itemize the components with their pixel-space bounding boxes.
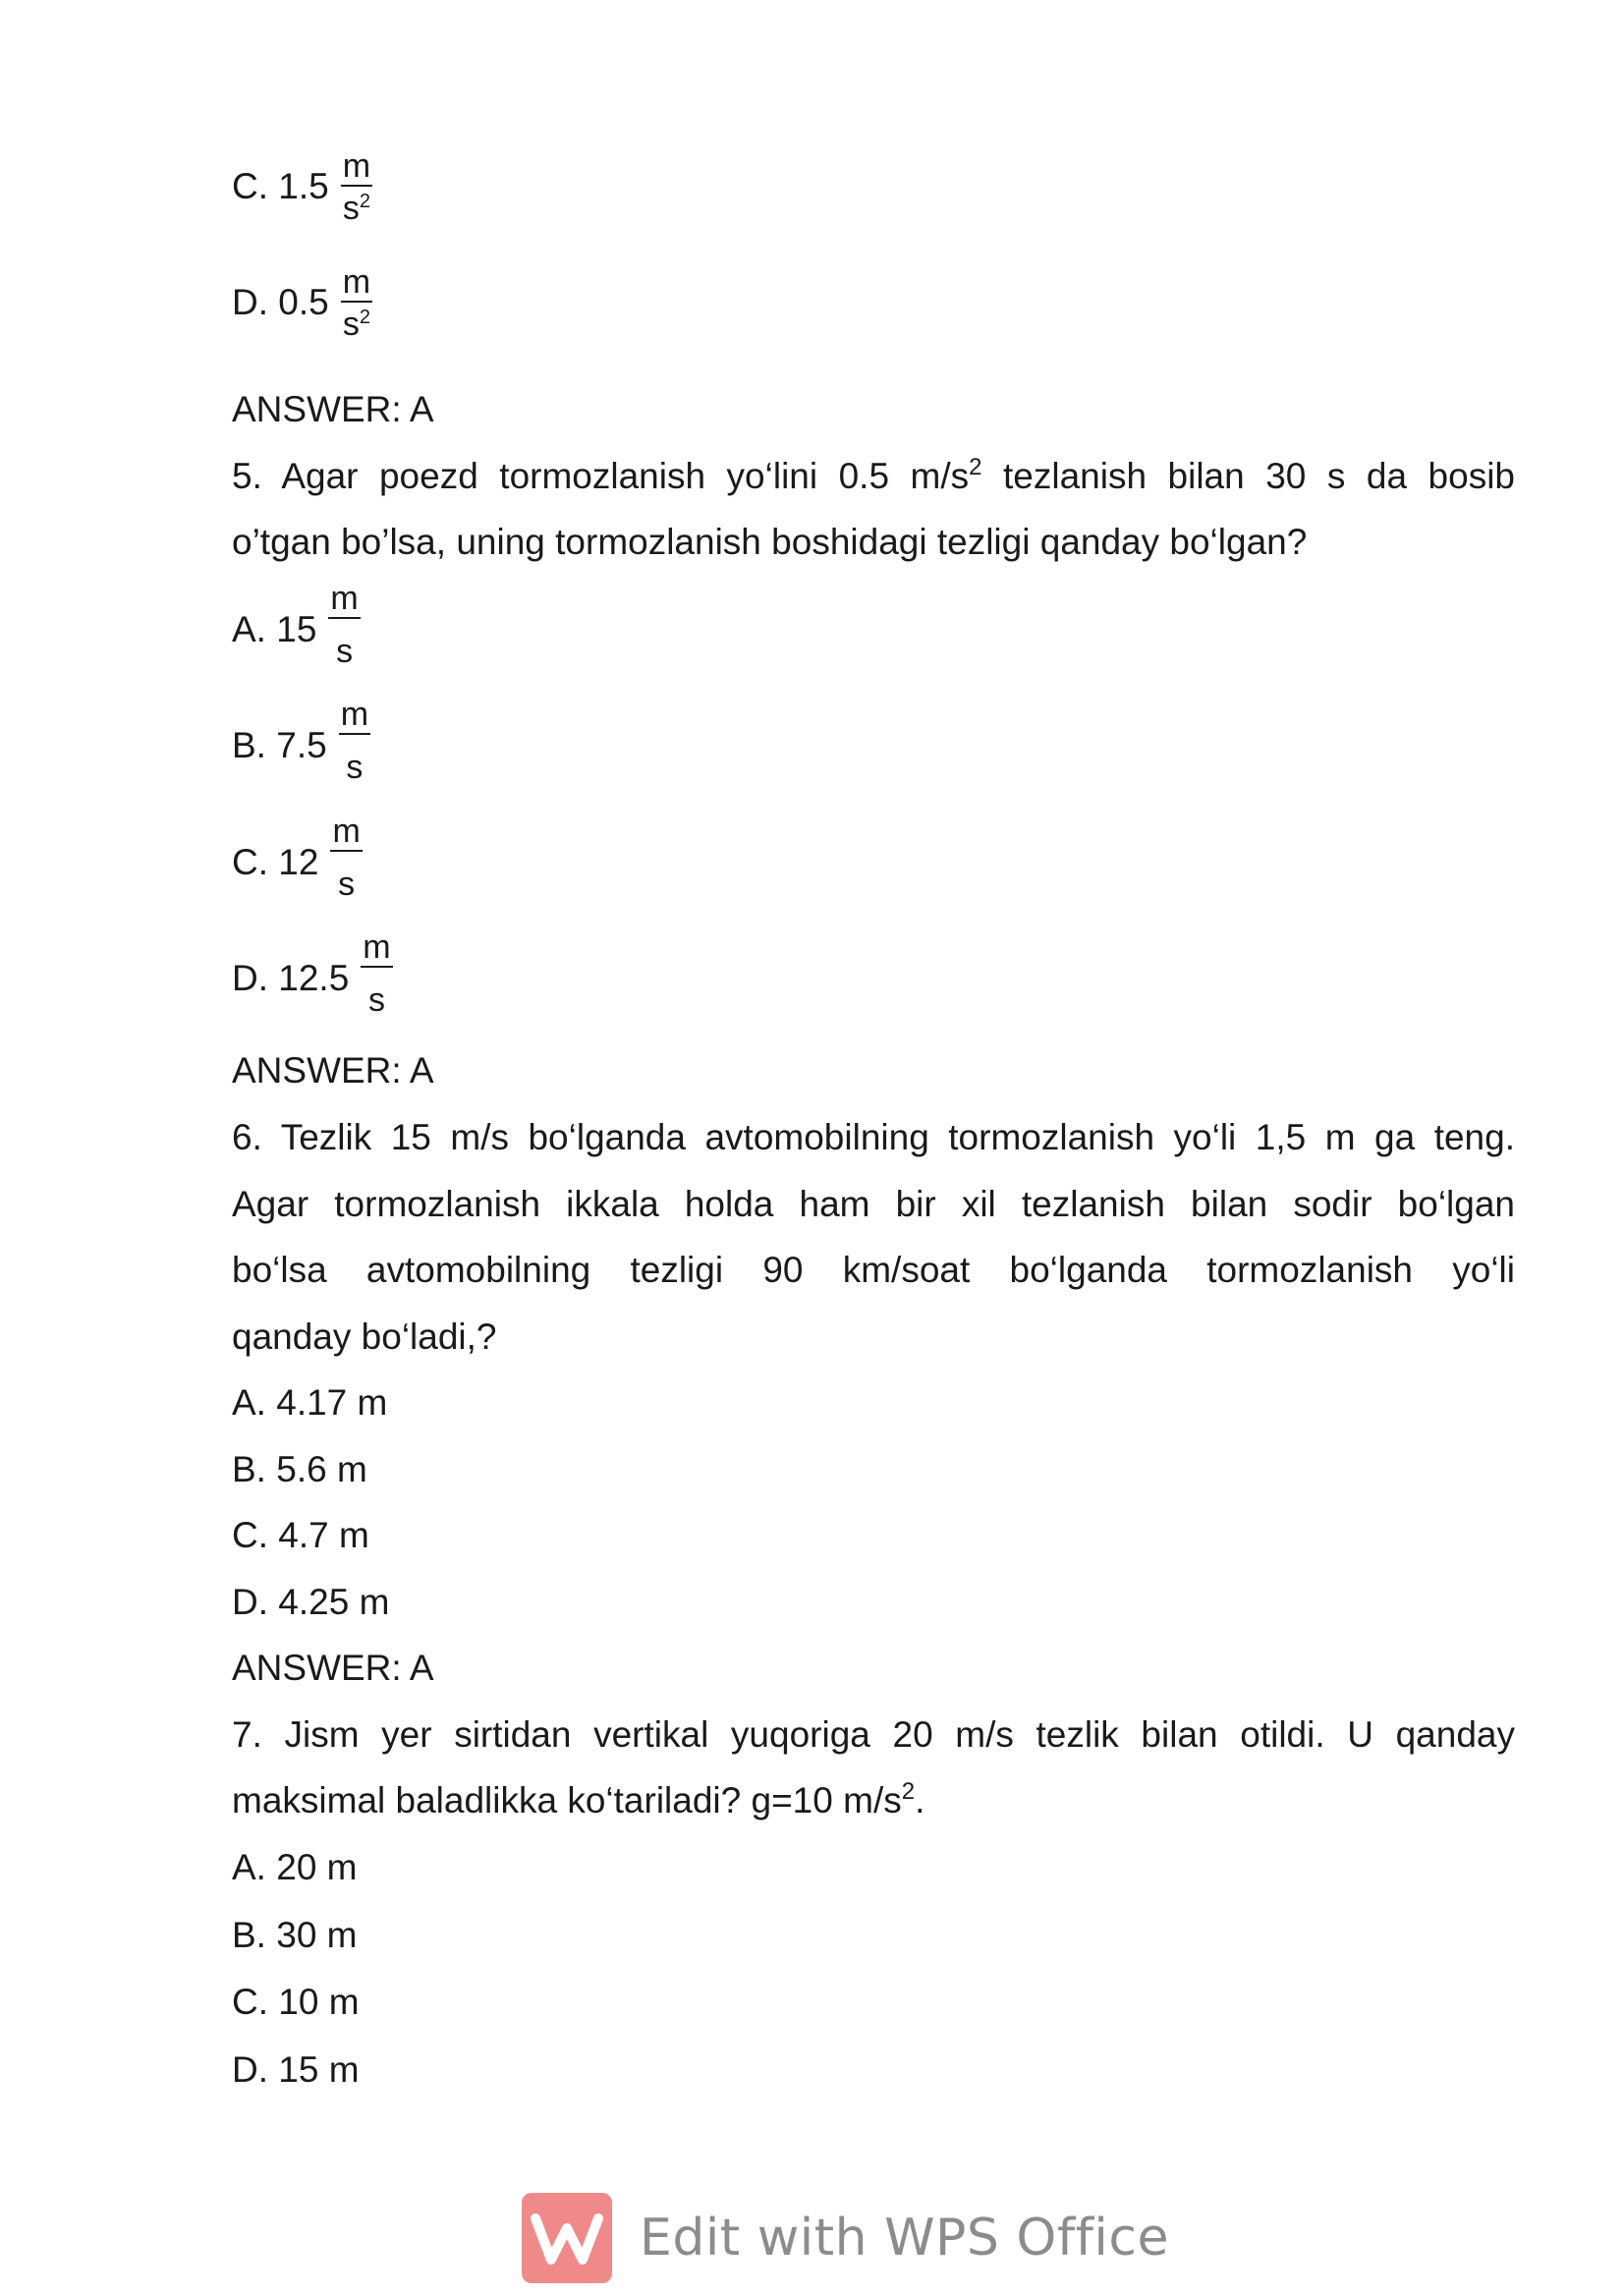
answer-q5: ANSWER: A — [232, 1050, 434, 1091]
fraction: $\frac{m}{s^2}$ — [342, 147, 371, 227]
watermark-text: Edit with WPS Office — [640, 2209, 1169, 2268]
question-5-line-2: o’tgan bo’lsa, uning tormozlanish boshidagi tezligi qanday bo‘lgan? — [232, 522, 1308, 562]
wps-logo-icon — [522, 2193, 612, 2283]
answer-prev: ANSWER: A — [232, 389, 434, 429]
question-6-option-a: A. 4.17 m — [232, 1382, 388, 1423]
question-7-option-c: C. 10 m — [232, 1982, 360, 2022]
question-6-line-1: 6. Tezlik 15 m/s bo‘lganda avtomobilning tormozlanish yo‘li 1,5 m ga teng. — [232, 1117, 1515, 1157]
question-7-option-a: A. 20 m — [232, 1847, 358, 1887]
fraction: $\frac{m}{s}$ — [330, 580, 359, 670]
question-5-option-b: B. 7.5 $\frac{m}{s}$ — [232, 696, 370, 800]
question-7-line-1: 7. Jism yer sirtidan vertikal yuqoriga 20 m/s tezlik bilan otildi. U qanday — [232, 1714, 1515, 1755]
question-6-line-2: Agar tormozlanish ikkala holda ham bir xil tezlanish bilan sodir bo‘lgan — [232, 1184, 1515, 1224]
question-6-option-d: D. 4.25 m — [232, 1582, 390, 1622]
wps-watermark[interactable] — [522, 2193, 1169, 2283]
question-6-option-c: C. 4.7 m — [232, 1515, 369, 1555]
question-7-option-b: B. 30 m — [232, 1915, 358, 1955]
option-c-prev: C. 1.5 $\frac{m}{s^2}$ — [232, 147, 372, 230]
question-6-line-4: qanday bo‘ladi,? — [232, 1316, 497, 1357]
question-7-option-d: D. 15 m — [232, 2049, 360, 2090]
option-d-prev: D. 0.5 $\frac{m}{s^2}$ — [232, 263, 372, 346]
question-6-option-b: B. 5.6 m — [232, 1449, 367, 1489]
fraction: $\frac{m}{s}$ — [363, 928, 391, 1019]
answer-q6: ANSWER: A — [232, 1648, 434, 1688]
question-5-option-a: A. 15 $\frac{m}{s}$ — [232, 580, 361, 684]
fraction: $\frac{m}{s^2}$ — [342, 263, 371, 343]
fraction: $\frac{m}{s}$ — [332, 812, 361, 903]
fraction: $\frac{m}{s}$ — [340, 696, 369, 786]
question-6-line-3: bo‘lsa avtomobilning tezligi 90 km/soat bo‘lganda tormozlanish yo‘li — [232, 1250, 1515, 1290]
question-7-line-2: maksimal baladlikka ko‘tariladi? g=10 $m/s^2$. — [232, 1778, 925, 1820]
question-5-option-d: D. 12.5 $\frac{m}{s}$ — [232, 928, 393, 1033]
question-5-line-1: 5. Agar poezd tormozlanish yo‘lini 0.5 $m/s^2$ tezlanish bilan 30 s da bosib — [232, 454, 1515, 496]
question-5-option-c: C. 12 $\frac{m}{s}$ — [232, 812, 363, 917]
